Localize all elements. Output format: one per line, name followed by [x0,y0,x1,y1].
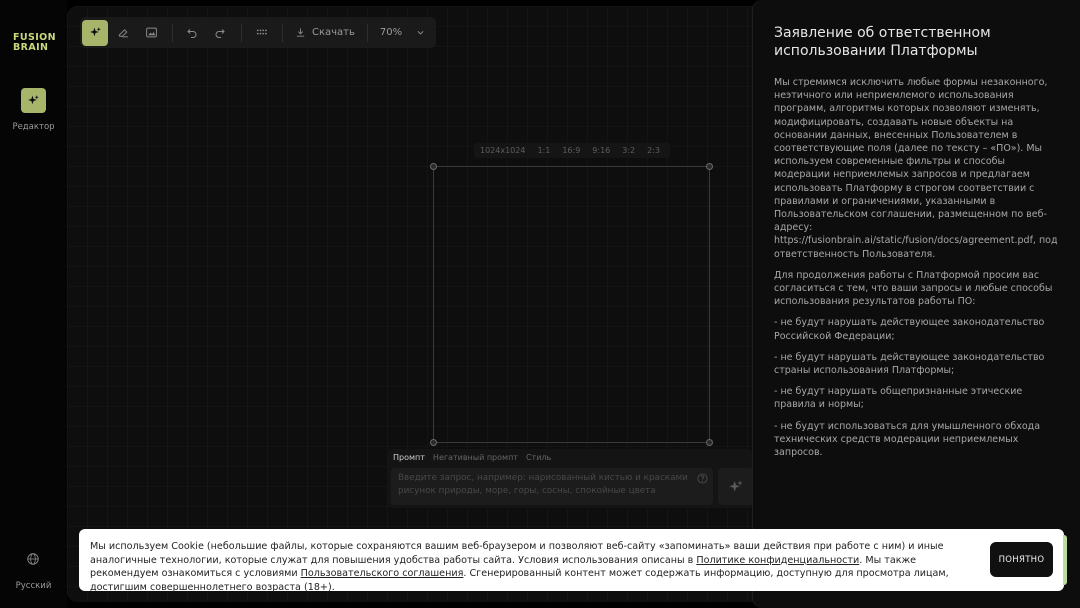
toolbar-divider [241,24,242,42]
upload-image-button[interactable] [138,20,164,46]
fusion-brain-logo[interactable] [13,33,57,53]
undo-icon [186,27,198,39]
prompt-input[interactable] [391,468,713,505]
chevron-down-icon [416,28,425,37]
sparkle-icon [728,479,744,495]
tab-prompt[interactable]: Промпт [393,453,425,462]
responsible-use-panel [752,0,1080,608]
prompt-placeholder-line-2: рисунок природы, море, горы, сосны, спокойные цвета [398,486,656,496]
tab-style[interactable]: Стиль [525,453,552,462]
aspect-size[interactable]: 1024x1024 [480,146,526,155]
redo-icon [214,27,226,39]
prompt-panel [388,449,753,508]
cookie-text [90,540,980,594]
zoom-select[interactable] [374,27,431,38]
statement-title: Заявление об ответственном использовании Платформы [774,25,991,59]
sparkle-icon [89,26,102,39]
cookie-banner [79,529,1064,591]
toolbar-divider [172,24,173,42]
resize-handle-top-right[interactable] [706,163,713,170]
cookie-text-part-2: . Мы также рекомендуем ознакомиться с условиями [90,554,917,579]
editor-nav-label: Редактор [12,122,55,132]
cookie-accept-button[interactable]: ПОНЯТНО [990,542,1053,577]
toolbar-divider [367,24,368,42]
editor-toolbar [80,17,436,48]
image-icon [145,26,158,39]
prompt-placeholder-line-1: Введите запрос, например: нарисованный кистью и красками [398,473,688,483]
aspect-2-3[interactable]: 2:3 [647,146,661,155]
user-agreement-link[interactable]: Пользовательского соглашения [300,568,464,579]
statement-item-1: - не будут нарушать действующее законодательство Российской Федерации; [774,317,1045,342]
aspect-16-9[interactable]: 16:9 [562,146,581,155]
generate-tool-button[interactable] [82,20,108,46]
resize-handle-top-left[interactable] [430,163,437,170]
logo-line-2: BRAIN [13,42,49,53]
left-sidebar [0,0,67,608]
download-label: Скачать [312,27,355,38]
logo-line-1: FUSION [13,32,57,43]
toolbar-divider [282,24,283,42]
aspect-ratio-bar [474,143,670,158]
eraser-icon [117,26,130,39]
statement-paragraph-1: Мы стремимся исключить любые формы незаконного, неэтичного или неприемлемого использования программ, алгоритмы которых позволяют изменять, модифицировать, создавать новые объекты на основании данных, внесенных Пользователем в соответствующие поля (далее по тексту – «ПО»). Мы используем современные фильтры и способы модерации неприемлемых запросов и предлагаем использовать Платформу в строгом соответствии с правилами и ограничениями, указанными в Пользовательском соглашении, размещенном по веб-адресу: https://fusionbrain.ai/static/fusion/docs/agreement.pdf, под ответственность Пользователя. [774,77,1058,260]
download-button[interactable] [289,27,361,38]
download-icon [295,27,306,38]
zoom-value: 70% [379,27,403,38]
prompt-tabs [393,453,559,462]
sparkle-icon [27,94,40,107]
undo-button[interactable] [179,20,205,46]
resize-handle-bottom-left[interactable] [430,439,437,446]
help-icon[interactable] [697,473,708,484]
editor-nav-button[interactable] [21,88,46,113]
resize-handle-bottom-right[interactable] [706,439,713,446]
cookie-text-part-1: Мы используем Cookie (небольшие файлы, которые сохраняются вашим веб-браузером и позволяют веб-сайту «запоминать» ваши действия при работе с ним) и иные аналогичные технологии, которые служат для повышения удобства работы сайта. Условия использования описаны в [90,541,944,566]
statement-item-3: - не будут нарушать общепризнанные этические правила и нормы; [774,386,1023,411]
statement-item-2: - не будут нарушать действующее законодательство страны использования Платформы; [774,351,1045,377]
privacy-policy-link[interactable]: Политике конфиденциальности [696,554,860,566]
tab-negative-prompt[interactable]: Негативный промпт [432,453,518,462]
side-accent-strip [1063,535,1067,585]
globe-icon[interactable] [26,552,40,566]
grid-dots-icon [255,26,268,39]
grid-toggle-button[interactable] [248,20,274,46]
aspect-1-1[interactable]: 1:1 [537,146,551,155]
aspect-3-2[interactable]: 3:2 [622,146,636,155]
redo-button[interactable] [207,20,233,46]
cookie-text-part-3: . Сгенерированный контент может содержать информацию, доступную для просмотра лицам, достигшим совершеннолетнего возраста (18+). [90,568,949,593]
generation-frame[interactable] [433,166,710,443]
statement-item-4: - не будут использоваться для умышленного обхода технических средств модерации неприемлемых запросов. [774,420,1041,459]
language-selector[interactable]: Русский [15,581,52,591]
generate-button[interactable] [718,468,753,505]
statement-paragraph-2: Для продолжения работы с Платформой просим вас согласиться с тем, что ваши запросы и любые способы использования результатов работы ПО: [774,269,1053,308]
aspect-9-16[interactable]: 9:16 [592,146,611,155]
eraser-tool-button[interactable] [110,20,136,46]
